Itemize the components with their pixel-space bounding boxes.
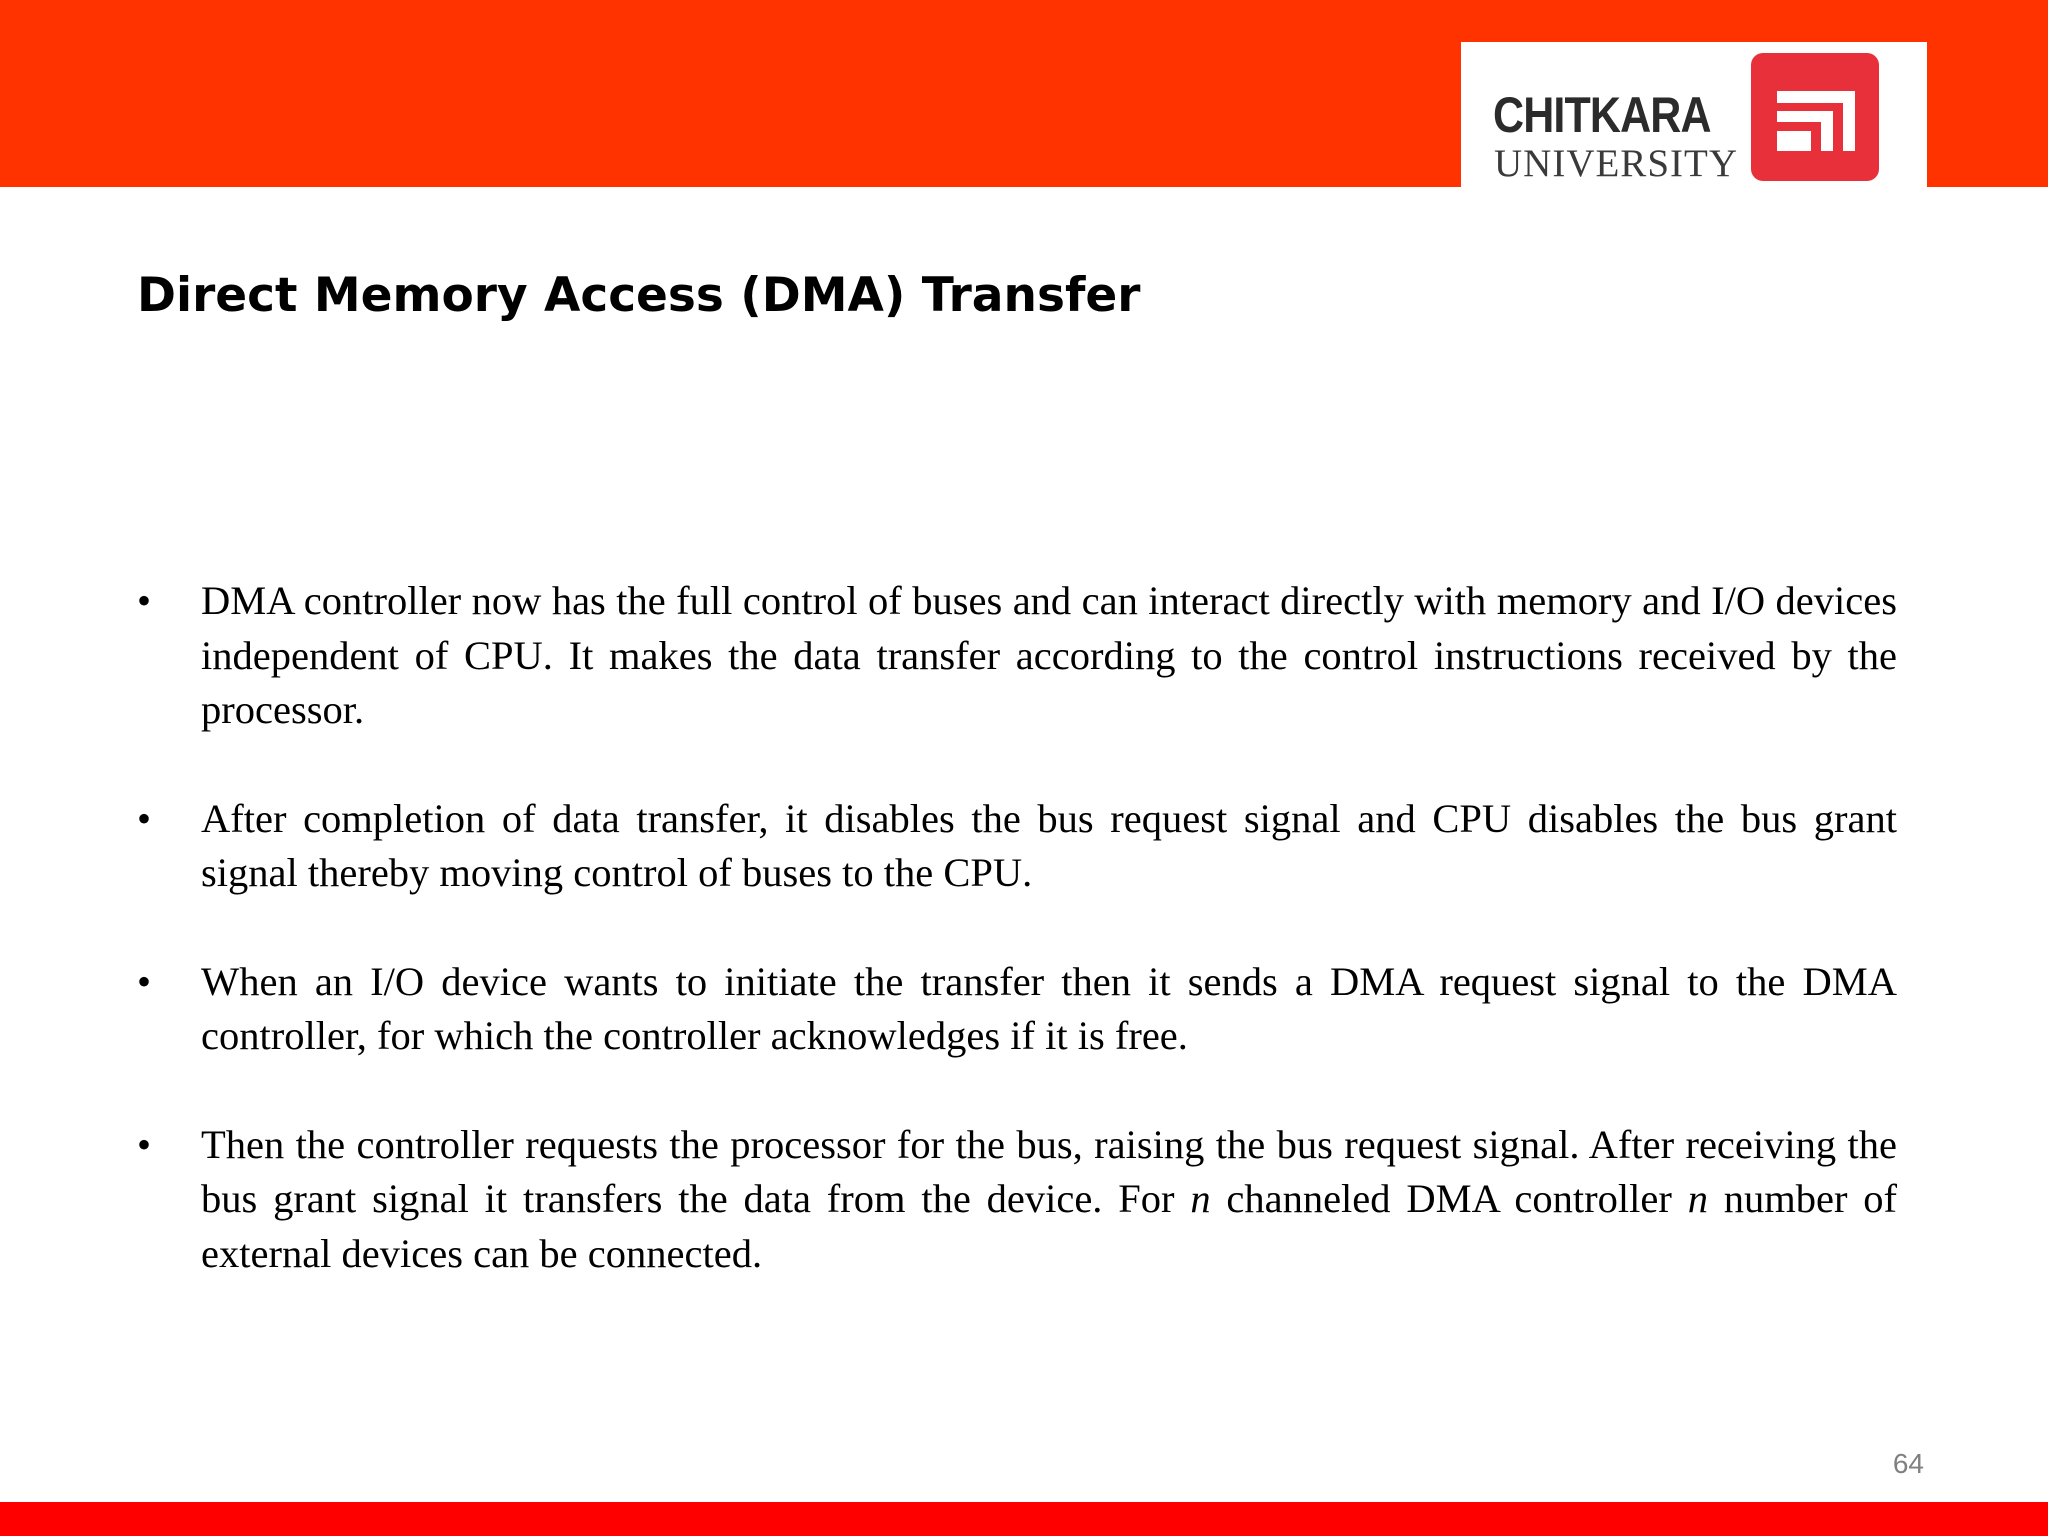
footer-band xyxy=(0,1502,2048,1536)
bullet-item xyxy=(137,574,1897,738)
bullet-text: When an I/O device wants to initiate the transfer then it sends a DMA request signal to the DMA controller, for which the controller acknowledges if it is free. xyxy=(201,958,1897,1058)
bullet-item xyxy=(137,792,1897,901)
bullet-list xyxy=(137,574,1897,1335)
bullet-text: channeled DMA controller xyxy=(1210,1176,1688,1221)
logo-wordmark: CHITKARA xyxy=(1493,87,1711,143)
bullet-item xyxy=(137,955,1897,1064)
bullet-marker: • xyxy=(137,1121,152,1167)
page-number: 64 xyxy=(1892,1448,1924,1479)
bullet-marker: • xyxy=(137,958,152,1004)
variable-n: n xyxy=(1190,1176,1211,1221)
bullet-text: DMA controller now has the full control of buses and can interact directly with memory and I/O devices independent of CPU. It makes the data transfer according to the control instructions received by the processor. xyxy=(201,578,1897,732)
logo-subtitle: UNIVERSITY xyxy=(1494,142,1738,185)
bullet-marker: • xyxy=(137,578,152,623)
bullet-item xyxy=(137,1118,1897,1282)
slide-title: Direct Memory Access (DMA) Transfer xyxy=(137,268,1141,323)
bullet-marker: • xyxy=(137,795,152,841)
bullet-text: number of external devices can be connected. xyxy=(201,1176,1898,1276)
bullet-text: After completion of data transfer, it disables the bus request signal and CPU disables the bus grant signal thereby moving control of buses to the CPU. xyxy=(201,795,1897,895)
logo-mark-icon xyxy=(1751,53,1879,181)
bullet-text: Then the controller requests the processor for the bus, raising the bus request signal. After receiving the bus grant signal it transfers the data from the device. For xyxy=(201,1121,1897,1221)
variable-n: n xyxy=(1687,1176,1708,1221)
university-logo xyxy=(1461,42,1927,192)
